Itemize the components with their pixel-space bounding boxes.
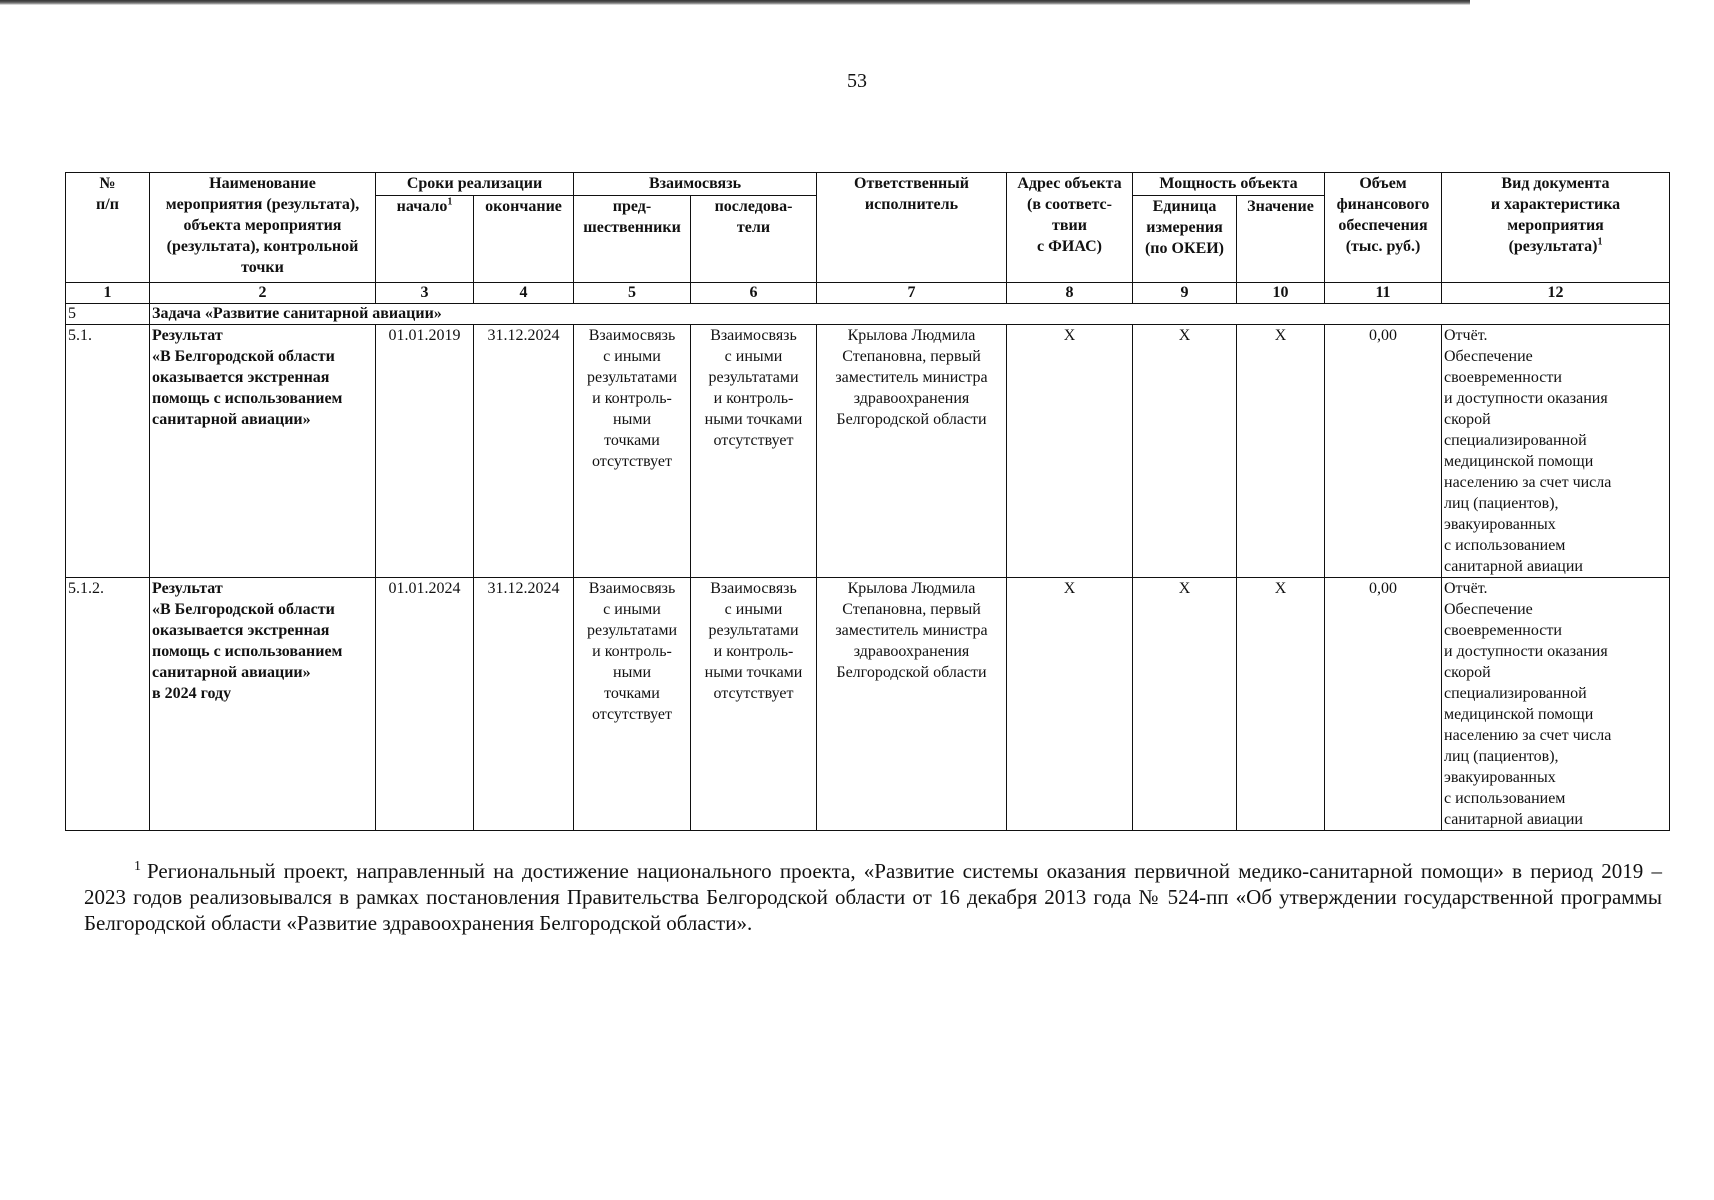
row-successors: Взаимосвязь с иными результатами и контроль- ными точками отсутствует: [691, 578, 817, 831]
row-successors: Взаимосвязь с иными результатами и контроль- ными точками отсутствует: [691, 325, 817, 578]
table-row: [66, 578, 1670, 831]
row-start-date: 01.01.2024: [376, 578, 474, 831]
row-document: Отчёт. Обеспечение своевременности и доступности оказания скорой специализированной медицинской помощи населению за счет числа лиц (пациентов), эвакуированных с использованием санитарной авиации: [1442, 325, 1670, 578]
row-predecessors: Взаимосвязь с иными результатами и контроль- ными точками отсутствует: [574, 325, 691, 578]
header-doc-type-footnote-mark: 1: [1597, 236, 1603, 248]
header-name: Наименование мероприятия (результата), объекта мероприятия (результата), контрольной точки: [150, 173, 376, 283]
column-number: 12: [1442, 283, 1670, 304]
row-end-date: 31.12.2024: [474, 578, 574, 831]
header-num: № п/п: [66, 173, 150, 283]
row-address: Х: [1007, 325, 1133, 578]
activities-table: [65, 172, 1670, 831]
row-unit: Х: [1133, 325, 1237, 578]
column-number: 5: [574, 283, 691, 304]
header-link: Взаимосвязь: [574, 173, 817, 196]
row-number: 5.1.2.: [66, 578, 150, 831]
header-predecessors: пред- шественники: [574, 196, 691, 283]
header-end: окончание: [474, 196, 574, 283]
header-start-footnote-mark: 1: [447, 196, 453, 208]
column-number: 7: [817, 283, 1007, 304]
page-number: 53: [847, 70, 867, 92]
row-number: 5.1.: [66, 325, 150, 578]
top-scan-rule: [0, 0, 1470, 5]
row-funding: 0,00: [1325, 578, 1442, 831]
row-name: Результат «В Белгородской области оказывается экстренная помощь с использованием санитарной авиации»: [150, 325, 376, 578]
row-end-date: 31.12.2024: [474, 325, 574, 578]
column-number: 1: [66, 283, 150, 304]
header-start: [376, 196, 474, 283]
column-number: 8: [1007, 283, 1133, 304]
header-funding: Объем финансового обеспечения (тыс. руб.): [1325, 173, 1442, 283]
row-start-date: 01.01.2019: [376, 325, 474, 578]
column-number: 2: [150, 283, 376, 304]
footnote-text: Региональный проект, направленный на достижение национального проекта, «Развитие системы оказания первичной медико-санитарной помощи» в период 2019 – 2023 годов реализовывался в рамках постановления Правительства Белгородской области от 16 декабря 2013 года № 524-пп «Об утверждении государственной программы Белгородской области «Развитие здравоохранения Белгородской области».: [84, 859, 1662, 935]
column-number: 3: [376, 283, 474, 304]
column-number: 11: [1325, 283, 1442, 304]
row-unit: Х: [1133, 578, 1237, 831]
header-value: Значение: [1237, 196, 1325, 283]
row-address: Х: [1007, 578, 1133, 831]
column-number: 10: [1237, 283, 1325, 304]
header-terms: Сроки реализации: [376, 173, 574, 196]
row-responsible: Крылова Людмила Степановна, первый заместитель министра здравоохранения Белгородской области: [817, 325, 1007, 578]
header-doc-type-text: Вид документа и характеристика мероприятия (результата): [1490, 175, 1621, 255]
column-number: 6: [691, 283, 817, 304]
task-row: [66, 304, 1670, 325]
header-successors: последова- тели: [691, 196, 817, 283]
row-name: Результат «В Белгородской области оказывается экстренная помощь с использованием санитарной авиации» в 2024 году: [150, 578, 376, 831]
header-doc-type: [1442, 173, 1670, 283]
row-value: Х: [1237, 325, 1325, 578]
column-number: 9: [1133, 283, 1237, 304]
header-capacity: Мощность объекта: [1133, 173, 1325, 196]
row-responsible: Крылова Людмила Степановна, первый заместитель министра здравоохранения Белгородской области: [817, 578, 1007, 831]
table-row: [66, 325, 1670, 578]
footnote-mark: 1: [134, 859, 141, 874]
column-number: 4: [474, 283, 574, 304]
task-number: 5: [66, 304, 150, 325]
row-document: Отчёт. Обеспечение своевременности и доступности оказания скорой специализированной медицинской помощи населению за счет числа лиц (пациентов), эвакуированных с использованием санитарной авиации: [1442, 578, 1670, 831]
task-title: Задача «Развитие санитарной авиации»: [150, 304, 1670, 325]
row-value: Х: [1237, 578, 1325, 831]
footnote: [84, 858, 1662, 936]
header-responsible: Ответственный исполнитель: [817, 173, 1007, 283]
row-predecessors: Взаимосвязь с иными результатами и контроль- ными точками отсутствует: [574, 578, 691, 831]
row-funding: 0,00: [1325, 325, 1442, 578]
column-numbers-row: [66, 283, 1670, 304]
header-address: Адрес объекта (в соответс- твии с ФИАС): [1007, 173, 1133, 283]
header-row-1: [66, 173, 1670, 196]
header-unit: Единица измерения (по ОКЕИ): [1133, 196, 1237, 283]
header-start-text: начало: [396, 198, 448, 215]
